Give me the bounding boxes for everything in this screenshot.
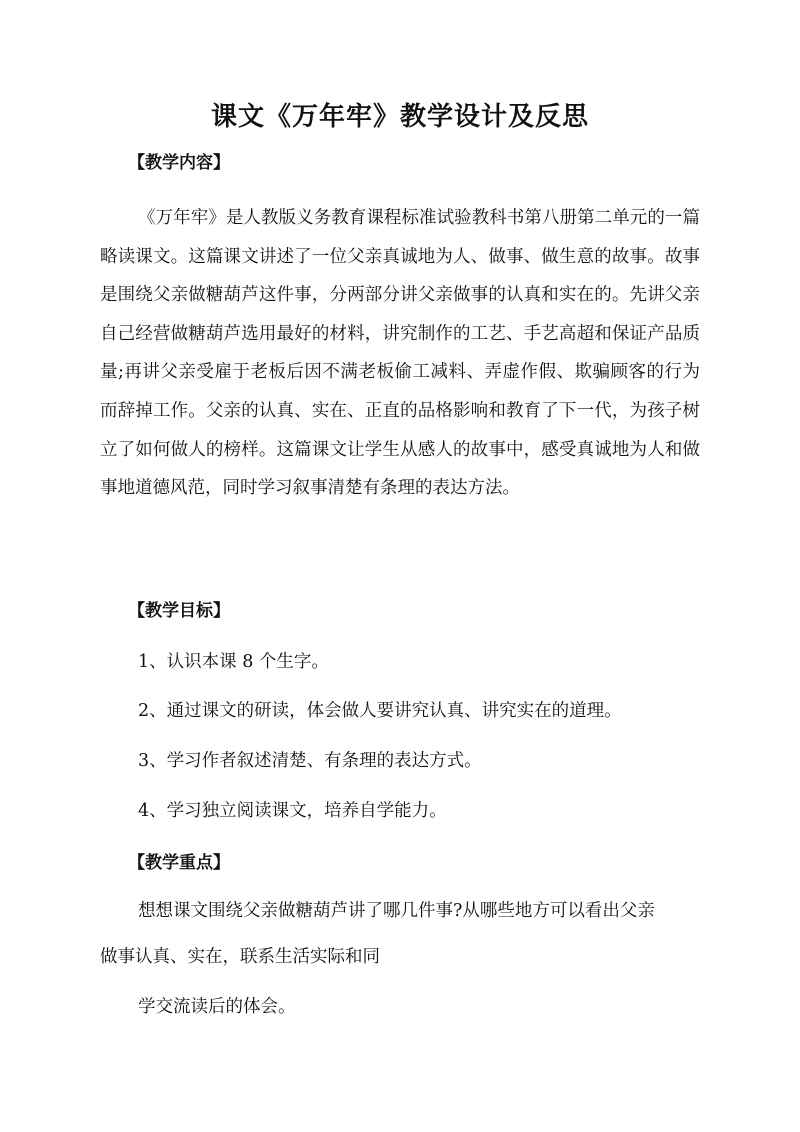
goal-item-1: 1、认识本课 8 个生字。 — [138, 652, 329, 672]
goal-item-4: 4、学习独立阅读课文，培养自学能力。 — [138, 801, 447, 821]
focus-line-3: 学交流读后的体会。 — [138, 997, 296, 1017]
section-heading-content: 【教学内容】 — [128, 153, 230, 173]
section-heading-focus: 【教学重点】 — [128, 853, 230, 873]
goal-item-2: 2、通过课文的研读，体会做人要讲究认真、讲究实在的道理。 — [138, 701, 622, 721]
focus-line-1: 想想课文围绕父亲做糖葫芦讲了哪几件事?从哪些地方可以看出父亲 — [138, 901, 655, 921]
section-heading-goals: 【教学目标】 — [128, 601, 230, 621]
document-title: 课文《万年牢》教学设计及反思 — [210, 102, 589, 132]
content-paragraph: 《万年牢》是人教版义务教育课程标准试验教科书第八册第二单元的一篇略读课文。这篇课文讲述了一位父亲真诚地为人、做事、做生意的故事。故事是围绕父亲做糖葫芦这件事，分两部分讲父亲做事的认真和实在的。先讲父亲自己经营做糖葫芦选用最好的材料，讲究制作的工艺、手艺高超和保证产品质量;再讲父亲受雇于老板后因不满老板偷工减料、弄虚作假、欺骗顾客的行为而辞掉工作。父亲的认真、实在、正直的品格影响和教育了下一代，为孩子树立了如何做人的榜样。这篇课文让学生从感人的故事中，感受真诚地为人和做事地道德风范，同时学习叙事清楚有条理的表达方法。 — [100, 208, 700, 499]
goal-item-3: 3、学习作者叙述清楚、有条理的表达方式。 — [138, 751, 482, 771]
focus-line-2: 做事认真、实在，联系生活实际和同 — [100, 947, 380, 967]
